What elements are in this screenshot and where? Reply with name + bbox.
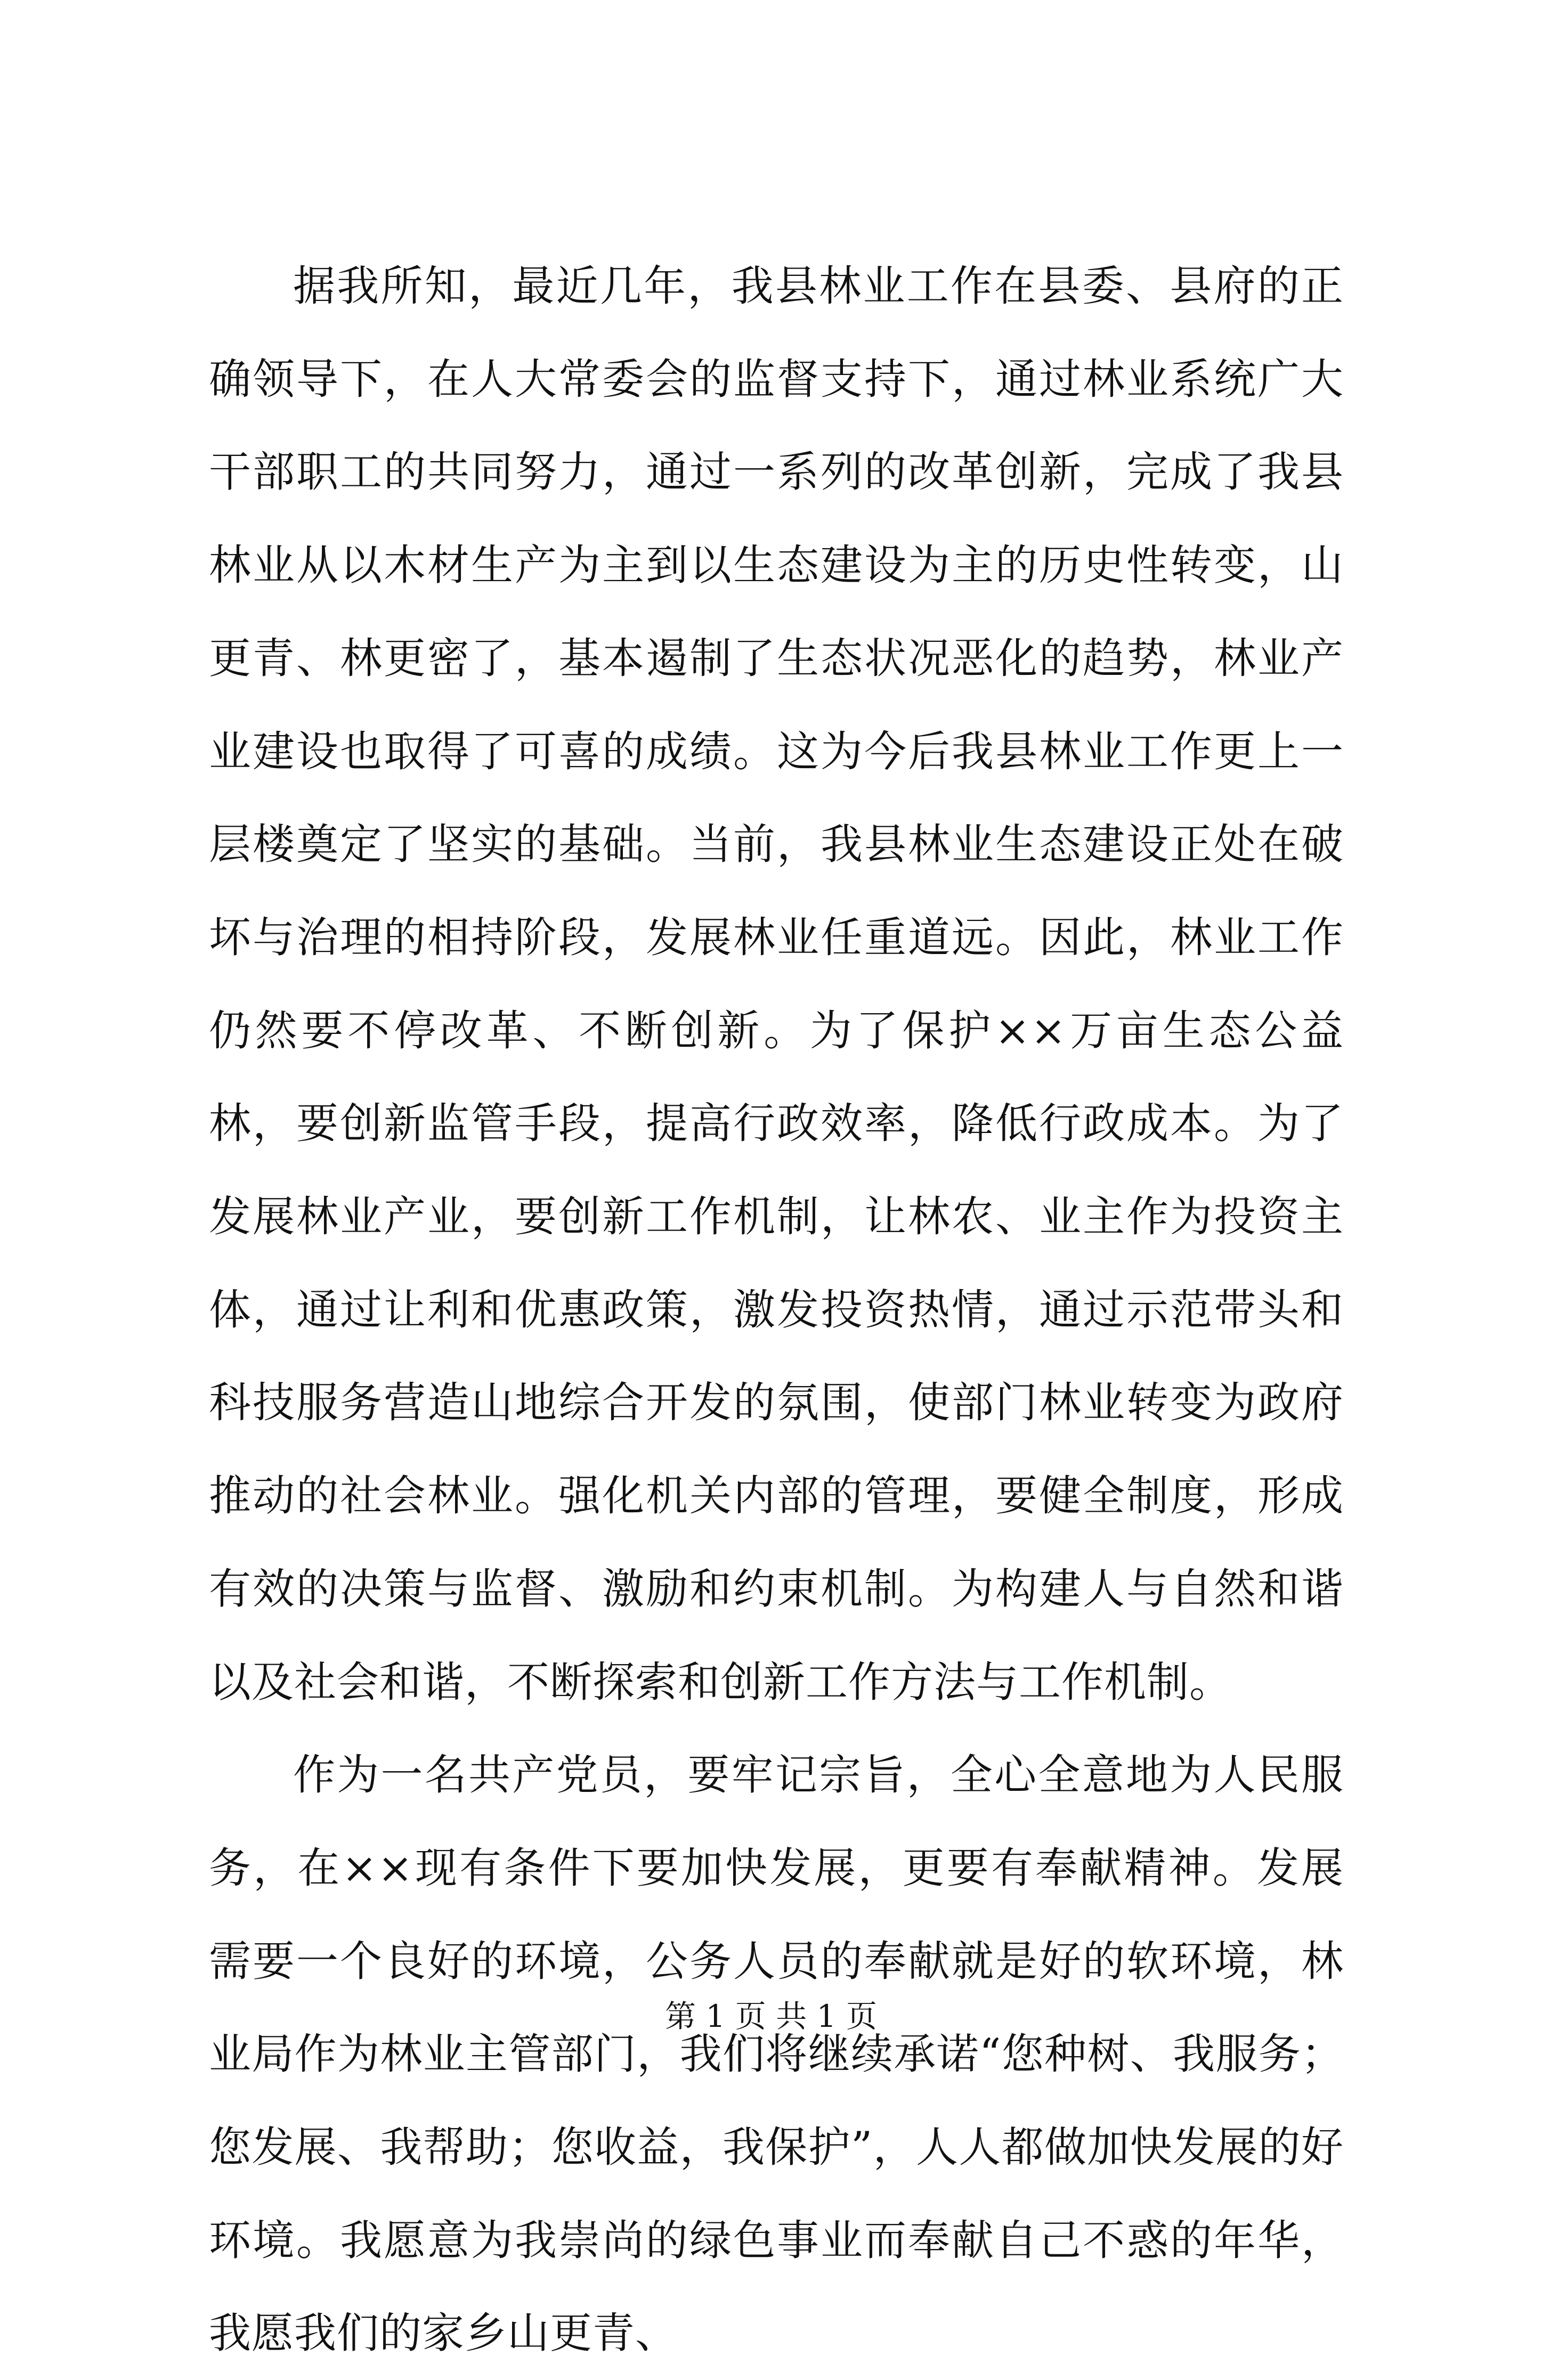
document-body	[209, 240, 1344, 2380]
paragraph-1: 据我所知，最近几年，我县林业工作在县委、县府的正确领导下，在人大常委会的监督支持下，通过林业系统广大干部职工的共同努力，通过一系列的改革创新，完成了我县林业从以木材生产为主到以生态建设为主的历史性转变，山更青、林更密了，基本遏制了生态状况恶化的趋势，林业产业建设也取得了可喜的成绩。这为今后我县林业工作更上一层楼奠定了坚实的基础。当前，我县林业生态建设正处在破坏与治理的相持阶段，发展林业任重道远。因此，林业工作仍然要不停改革、不断创新。为了保护××万亩生态公益林，要创新监管手段，提高行政效率，降低行政成本。为了发展林业产业，要创新工作机制，让林农、业主作为投资主体，通过让利和优惠政策，激发投资热情，通过示范带头和科技服务营造山地综合开发的氛围，使部门林业转变为政府推动的社会林业。强化机关内部的管理，要健全制度，形成有效的决策与监督、激励和约束机制。为构建人与自然和谐以及社会和谐，不断探索和创新工作方法与工作机制。	[209, 262, 1344, 1707]
page-footer: 第 1 页 共 1 页	[665, 1998, 877, 2034]
paragraph-2: 作为一名共产党员，要牢记宗旨，全心全意地为人民服务，在××现有条件下要加快发展，更要有奉献精神。发展需要一个良好的环境，公务人员的奉献就是好的软环境，林业局作为林业主管部门，我们将继续承诺“您种树、我服务；您发展、我帮助；您收益，我保护”，人人都做加快发展的好环境。我愿意为我崇尚的绿色事业而奉献自己不惑的年华，我愿我们的家乡山更青、	[209, 1750, 1344, 2358]
